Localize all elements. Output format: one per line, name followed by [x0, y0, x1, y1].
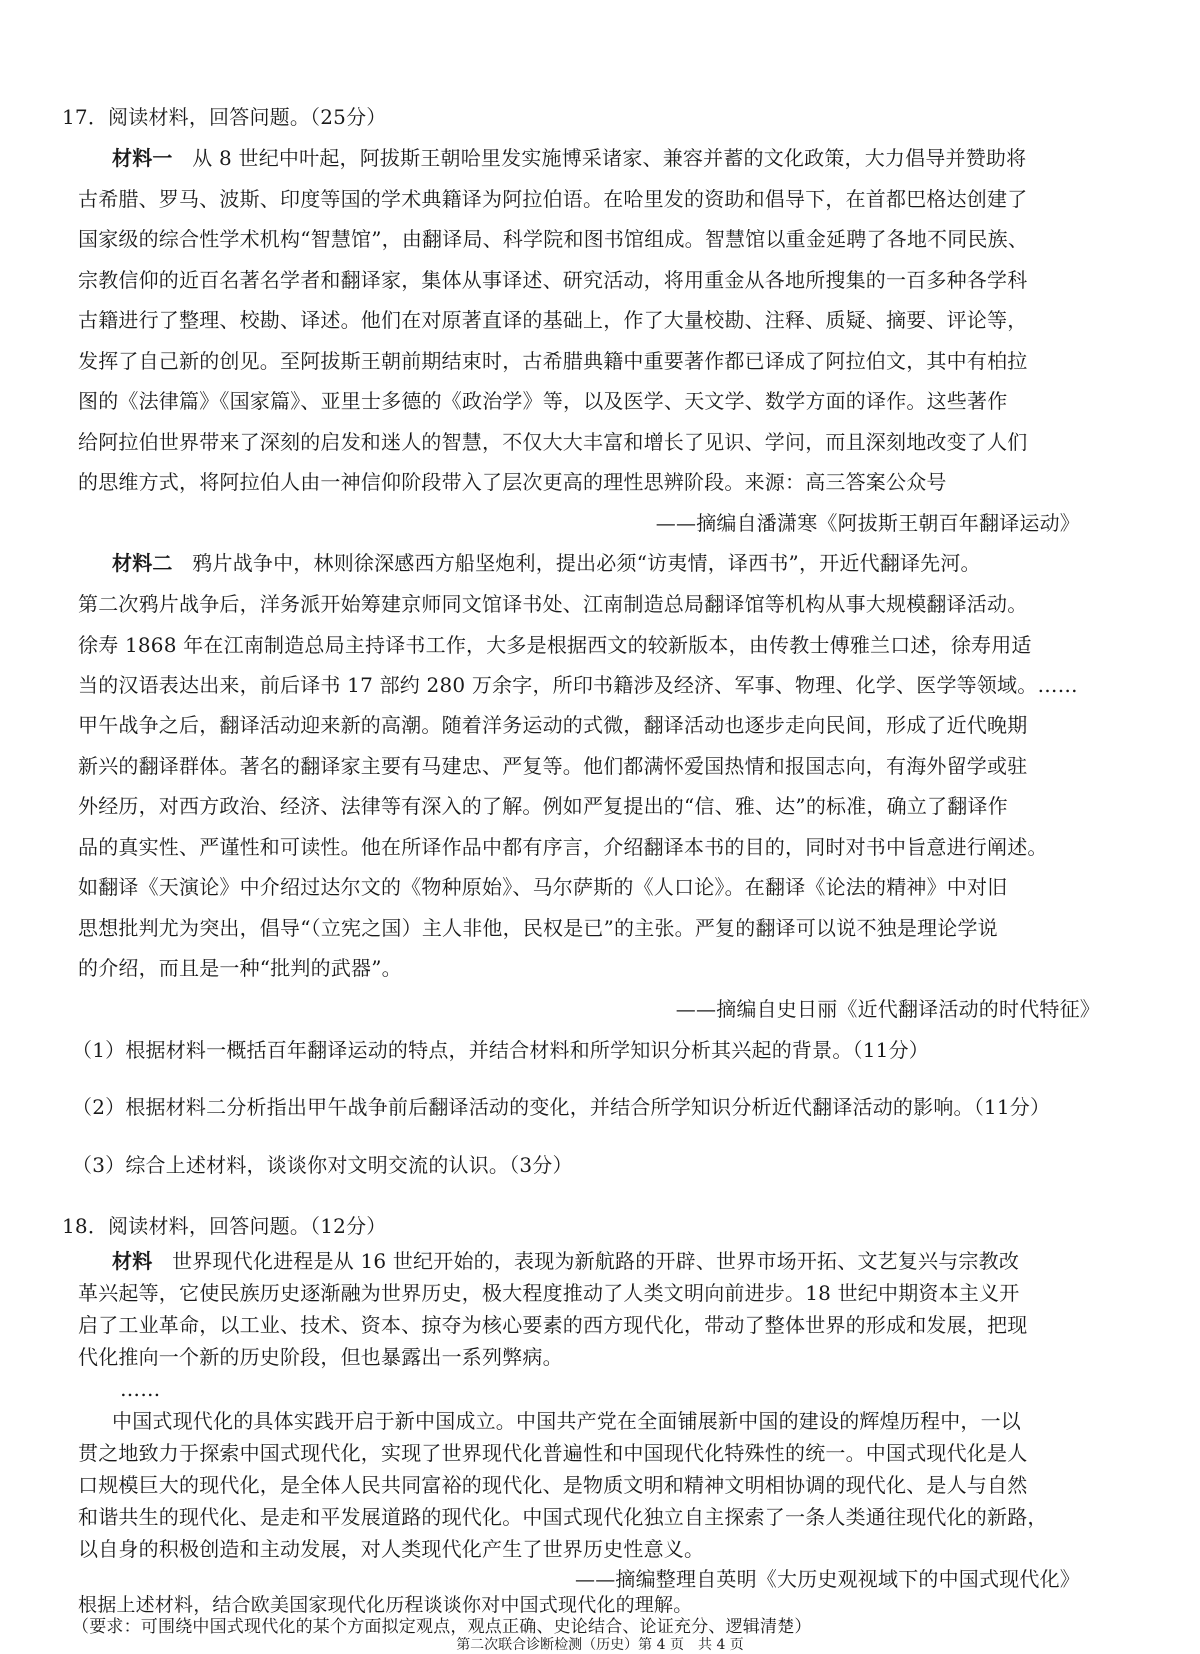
- q18-material-line: 贯之地致力于探索中国式现代化，实现了世界现代化普遍性和中国现代化特殊性的统一。中国式现代化是人: [78, 1441, 1028, 1465]
- q17-material1-line: 的思维方式，将阿拉伯人由一神信仰阶段带入了层次更高的理性思辨阶段。来源：高三答案公众号: [78, 470, 947, 494]
- q17-material2-line: 的介绍，而且是一种“批判的武器”。: [78, 956, 402, 980]
- q17-material1-line: 给阿拉伯世界带来了深刻的启发和迷人的智慧，不仅大大丰富和增长了见识、学问，而且深刻地改变了人们: [78, 430, 1028, 454]
- q17-material1-first-line: [112, 145, 1026, 171]
- q17-material1-label: 材料一: [112, 146, 173, 170]
- q17-material1-line: 古籍进行了整理、校勘、译述。他们在对原著直译的基础上，作了大量校勘、注释、质疑、摘要、评论等，: [78, 308, 1028, 332]
- q17-material2-line: 徐寿 1868 年在江南制造总局主持译书工作，大多是根据西文的较新版本，由传教士傅雅兰口述，徐寿用适: [78, 633, 1032, 657]
- q17-material1-line: 图的《法律篇》《国家篇》、亚里士多德的《政治学》等，以及医学、天文学、数学方面的译作。这些著作: [78, 389, 1008, 413]
- q17-material2-line: 外经历，对西方政治、经济、法律等有深入的了解。例如严复提出的“信、雅、达”的标准，确立了翻译作: [78, 794, 1008, 818]
- q17-material1-line: 古希腊、罗马、波斯、印度等国的学术典籍译为阿拉伯语。在哈里发的资助和倡导下，在首都巴格达创建了: [78, 187, 1028, 211]
- q17-material2-first-line: [112, 550, 981, 576]
- q17-header: 17．阅读材料，回答问题。（25分）: [62, 105, 387, 129]
- q17-material1-line: 从 8 世纪中叶起，阿拔斯王朝哈里发实施博采诸家、兼容并蓄的文化政策，大力倡导并赞助将: [192, 146, 1027, 170]
- q18-material-source: ——摘编整理自英明《大历史观视域下的中国式现代化》: [575, 1567, 1080, 1591]
- q17-question-2: （2）根据材料二分析指出甲午战争前后翻译活动的变化，并结合所学知识分析近代翻译活动的影响。（11分）: [72, 1095, 1051, 1119]
- q18-material-label: 材料: [112, 1249, 153, 1273]
- q17-material1-line: 发挥了自己新的创见。至阿拔斯王朝前期结束时，古希腊典籍中重要著作都已译成了阿拉伯文，其中有柏拉: [78, 349, 1028, 373]
- q18-task: 根据上述材料，结合欧美国家现代化历程谈谈你对中国式现代化的理解。: [78, 1594, 693, 1616]
- q17-material1-source: ——摘编自潘潇寒《阿拔斯王朝百年翻译运动》: [655, 511, 1080, 535]
- q17-material1-line: 宗教信仰的近百名著名学者和翻译家，集体从事译述、研究活动，将用重金从各地所搜集的一百多种各学科: [78, 268, 1028, 292]
- q18-material-line: 和谐共生的现代化、是走和平发展道路的现代化。中国式现代化独立自主探索了一条人类通往现代化的新路，: [78, 1505, 1048, 1529]
- q17-question-3: （3）综合上述材料，谈谈你对文明交流的认识。（3分）: [72, 1153, 573, 1177]
- q17-material2-line: 第二次鸦片战争后，洋务派开始筹建京师同文馆译书处、江南制造总局翻译馆等机构从事大规模翻译活动。: [78, 592, 1028, 616]
- q17-material2-line: 新兴的翻译群体。著名的翻译家主要有马建忠、严复等。他们都满怀爱国热情和报国志向，有海外留学或驻: [78, 754, 1028, 778]
- q18-header: 18．阅读材料，回答问题。（12分）: [62, 1214, 387, 1238]
- q18-material-ellipsis: ……: [120, 1377, 161, 1401]
- q17-material2-line: 当的汉语表达出来，前后译书 17 部约 280 万余字，所印书籍涉及经济、军事、物理、化学、医学等领域。……: [78, 673, 1078, 697]
- q18-material-line: 代化推向一个新的历史阶段，但也暴露出一系列弊病。: [78, 1345, 563, 1369]
- q17-material2-source: ——摘编自史日丽《近代翻译活动的时代特征》: [675, 997, 1100, 1021]
- q17-question-1: （1）根据材料一概括百年翻译运动的特点，并结合材料和所学知识分析其兴起的背景。（11分）: [72, 1038, 929, 1062]
- q18-material-line: 口规模巨大的现代化，是全体人民共同富裕的现代化、是物质文明和精神文明相协调的现代化、是人与自然: [78, 1473, 1028, 1497]
- q18-requirement: （要求：可围绕中国式现代化的某个方面拟定观点，观点正确、史论结合、论证充分、逻辑清楚）: [72, 1617, 812, 1637]
- q18-material-line: 中国式现代化的具体实践开启于新中国成立。中国共产党在全面铺展新中国的建设的辉煌历程中，一以: [112, 1409, 1021, 1433]
- q17-material2-line: 思想批判尤为突出，倡导“（立宪之国）主人非他，民权是已”的主张。严复的翻译可以说不独是理论学说: [78, 916, 998, 940]
- q18-material-line: 启了工业革命，以工业、技术、资本、掠夺为核心要素的西方现代化，带动了整体世界的形成和发展，把现: [78, 1313, 1028, 1337]
- q17-material2-label: 材料二: [112, 551, 173, 575]
- q17-material2-line: 品的真实性、严谨性和可读性。他在所译作品中都有序言，介绍翻译本书的目的，同时对书中旨意进行阐述。: [78, 835, 1048, 859]
- q17-material2-line: 鸦片战争中，林则徐深感西方船坚炮利，提出必须“访夷情，译西书”，开近代翻译先河。: [192, 551, 981, 575]
- page-footer: 第二次联合诊断检测（历史）第 4 页 共 4 页: [456, 1637, 744, 1653]
- q17-material2-line: 如翻译《天演论》中介绍过达尔文的《物种原始》、马尔萨斯的《人口论》。在翻译《论法的精神》中对旧: [78, 875, 1008, 899]
- q17-material2-line: 甲午战争之后，翻译活动迎来新的高潮。随着洋务运动的式微，翻译活动也逐步走向民间，形成了近代晚期: [78, 713, 1028, 737]
- q18-material-line: 世界现代化进程是从 16 世纪开始的，表现为新航路的开辟、世界市场开拓、文艺复兴与宗教改: [172, 1249, 1020, 1273]
- q18-material-line: 以自身的积极创造和主动发展，对人类现代化产生了世界历史性意义。: [78, 1537, 705, 1561]
- q17-material1-line: 国家级的综合性学术机构“智慧馆”，由翻译局、科学院和图书馆组成。智慧馆以重金延聘了各地不同民族、: [78, 227, 1029, 251]
- q18-material-first-line: [112, 1248, 1019, 1274]
- q18-material-line: 革兴起等，它使民族历史逐渐融为世界历史，极大程度推动了人类文明向前进步。18 世纪中期资本主义开: [78, 1281, 1020, 1305]
